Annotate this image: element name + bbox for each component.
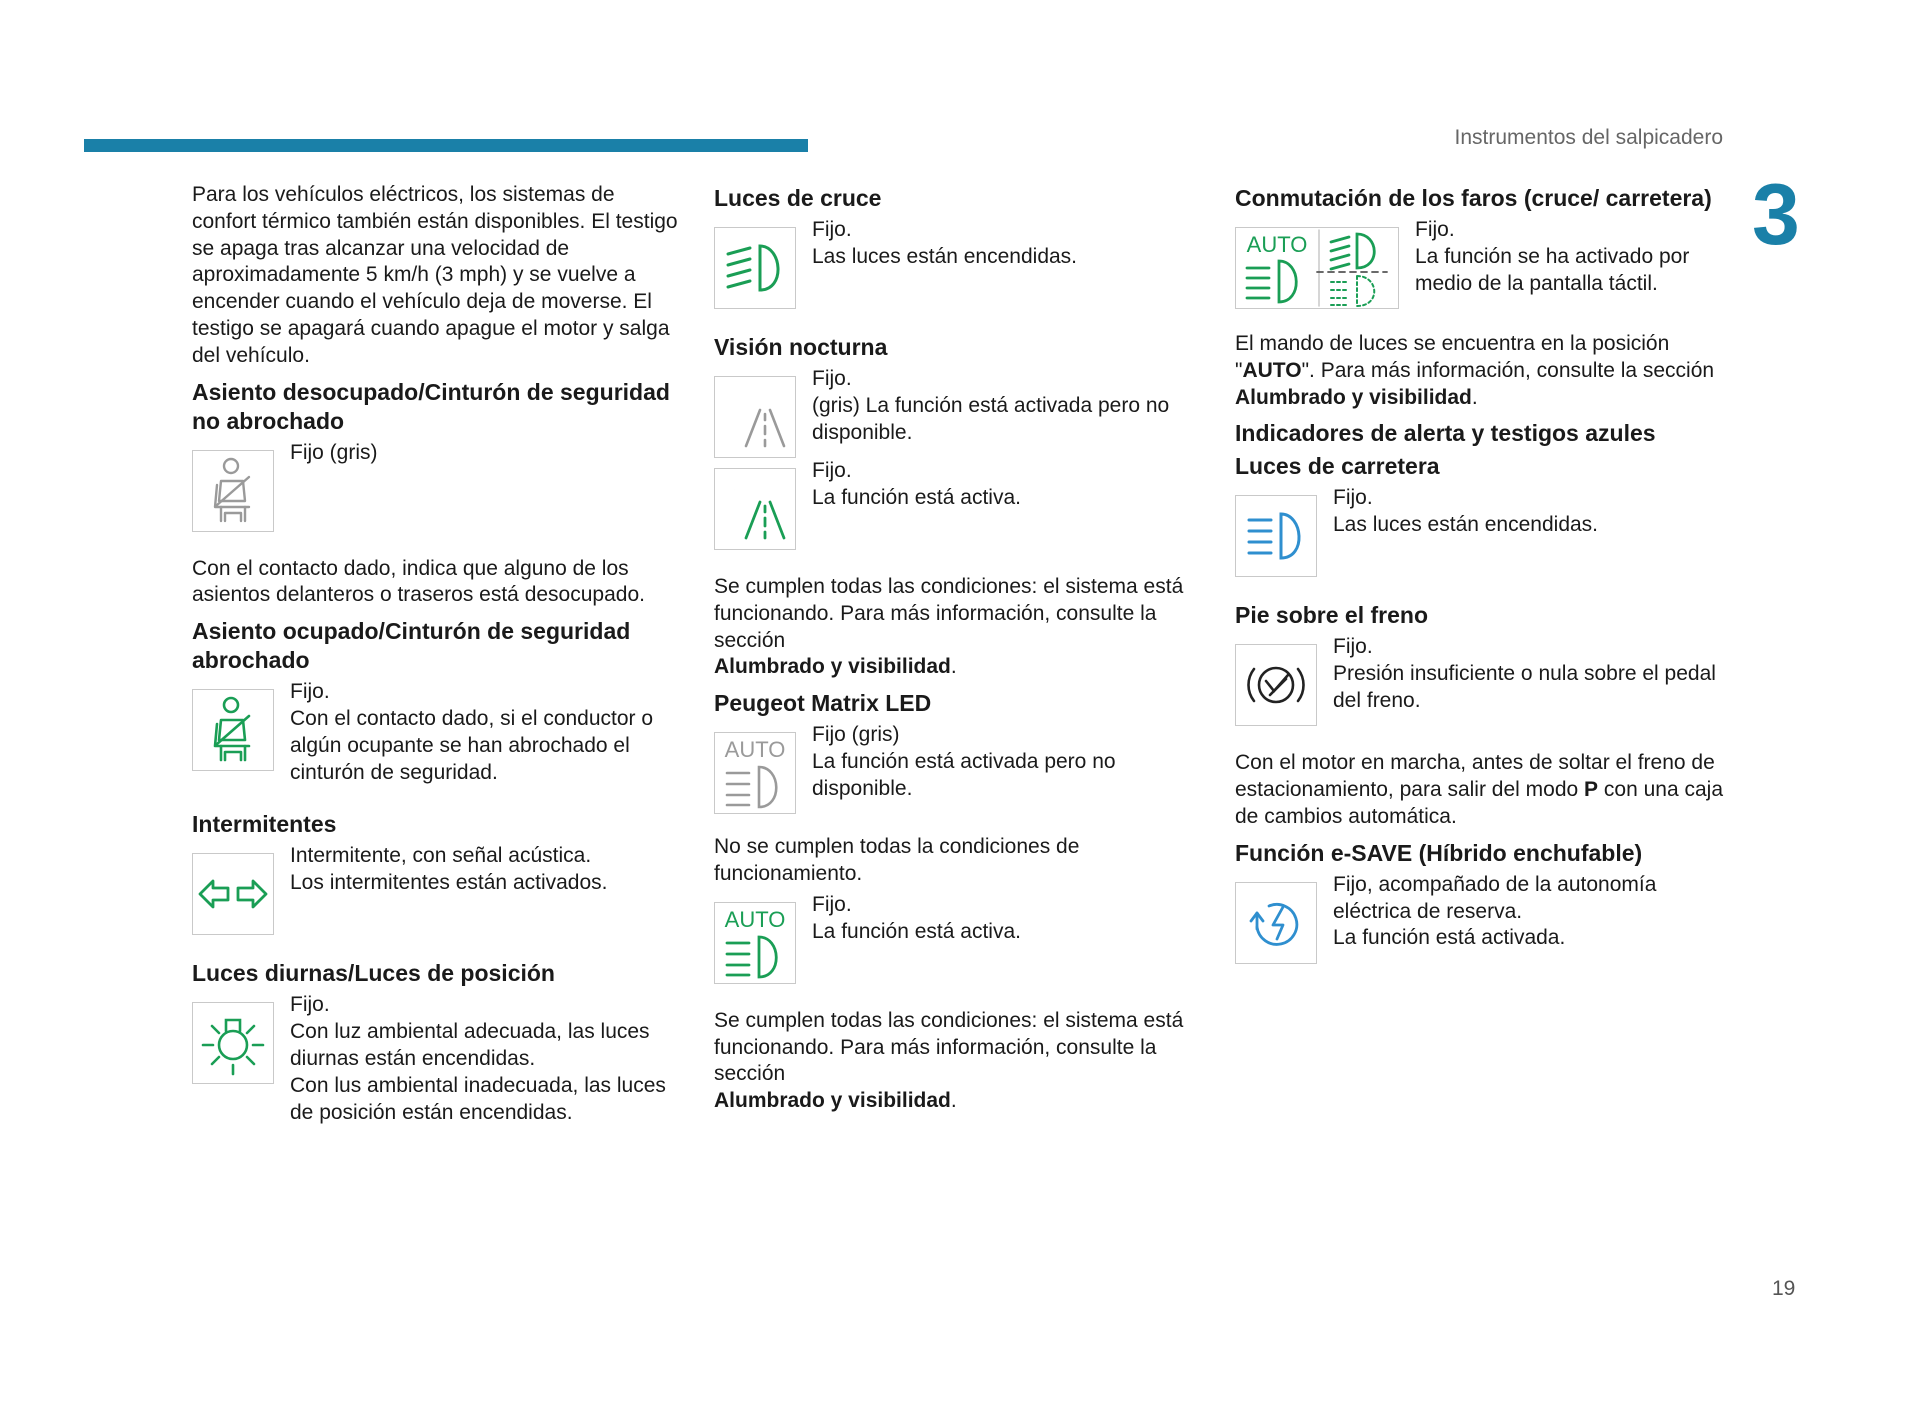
daytime-lights-icon (192, 1002, 274, 1084)
header-accent-bar (84, 139, 808, 152)
night-vision-green-icon (714, 468, 796, 550)
turn-signals-icon (192, 853, 274, 935)
matrix-led-grey-entry (714, 723, 1184, 814)
e-save-icon (1235, 882, 1317, 964)
beam-switch-title: Conmutación de los faros (cruce/ carretera) (1235, 185, 1712, 211)
indicators-title: Intermitentes (192, 811, 337, 838)
svg-text:AUTO: AUTO (1246, 232, 1308, 257)
esave-entry (1235, 872, 1725, 964)
brake-entry (1235, 635, 1725, 726)
dipped-beam-icon (714, 227, 796, 309)
brake-title: Pie sobre el freno (1235, 602, 1429, 629)
seat-unoccupied-note: Con el contacto dado, indica que alguno de los asientos delanteros o traseros está desocupado. (192, 556, 645, 607)
esave-text: Fijo, acompañado de la autonomía eléctrica de reserva. La función está activada. (1333, 872, 1657, 950)
page-number: 19 (1772, 1277, 1796, 1300)
indicators-entry (192, 844, 684, 935)
blue-indicators-title: Indicadores de alerta y testigos azules (1235, 420, 1656, 447)
night-vision-grey-text: Fijo. (gris) La función está activada pero no disponible. (812, 367, 1170, 444)
column-2 (714, 182, 1184, 1123)
chapter-number: 3 (1752, 167, 1800, 263)
matrix-led-green-icon (714, 902, 796, 984)
matrix-led-note: Se cumplen todas las condiciones: el sistema está funcionando. Para más información, consulte la sección Alumbrado y visibilidad. (714, 1008, 1184, 1113)
main-beam-text: Fijo. Las luces están encendidas. (1333, 486, 1599, 537)
svg-text:AUTO: AUTO (724, 906, 786, 932)
main-beam-title: Luces de carretera (1235, 453, 1440, 480)
svg-text:AUTO: AUTO (724, 737, 786, 763)
daytime-text: Fijo. Con luz ambiental adecuada, las luces diurnas están encendidas. Con lus ambiental inadecuada, las luces de posición están encendidas. (290, 993, 666, 1124)
matrix-led-green-text: Fijo. La función está activa. (812, 892, 1021, 943)
seat-unoccupied-text: Fijo (gris) (290, 440, 378, 464)
matrix-led-grey-icon (714, 732, 796, 814)
seatbelt-green-icon (192, 689, 274, 771)
seatbelt-grey-icon (192, 450, 274, 532)
night-vision-note: Se cumplen todas las condiciones: el sistema está funcionando. Para más información, consulte la sección Alumbrado y visibilidad. (714, 575, 1184, 679)
column-1 (192, 182, 684, 1150)
night-vision-grey-icon (714, 376, 796, 458)
daytime-entry (192, 993, 684, 1126)
dipped-beam-title: Luces de cruce (714, 185, 882, 211)
auto-beam-switch-icon (1235, 227, 1399, 309)
brake-text: Fijo. Presión insuficiente o nula sobre el pedal del freno. (1333, 635, 1716, 712)
main-beam-entry (1235, 486, 1725, 577)
matrix-led-green-entry (714, 892, 1184, 984)
night-vision-green-entry (714, 459, 1184, 550)
seat-occupied-entry (192, 680, 684, 786)
night-vision-green-text: Fijo. La función está activa. (812, 459, 1021, 509)
matrix-led-title: Peugeot Matrix LED (714, 690, 932, 717)
main-beam-icon (1235, 495, 1317, 577)
daytime-title: Luces diurnas/Luces de posición (192, 960, 555, 987)
intro-paragraph: Para los vehículos eléctricos, los sistemas de confort térmico también están disponibles. El testigo se apaga tras alcanzar una velocidad de aproximadamente 5 km/h (3 mph) y se vuelve a encender cuando el vehículo deja de moverse. El testigo se apagará cuando apague el motor y salga del vehículo. (192, 183, 678, 367)
beam-switch-note: El mando de luces se encuentra en la posición "AUTO". Para más información, consulte la sección Alumbrado y visibilidad. (1235, 332, 1715, 409)
seat-occupied-title: Asiento ocupado/Cinturón de seguridad abrochado (192, 618, 631, 674)
foot-on-brake-icon (1235, 644, 1317, 726)
column-3 (1235, 182, 1725, 988)
beam-switch-entry (1235, 218, 1725, 309)
dipped-beam-entry (714, 218, 1184, 309)
seat-occupied-text: Fijo. Con el contacto dado, si el conductor o algún ocupante se han abrochado el cinturón de seguridad. (290, 680, 654, 784)
seat-unoccupied-entry (192, 440, 684, 532)
matrix-led-grey-text: Fijo (gris) La función está activada pero no disponible. (812, 723, 1116, 800)
night-vision-title: Visión nocturna (714, 334, 888, 360)
dipped-beam-text: Fijo. Las luces están encendidas. (812, 218, 1078, 268)
indicators-text: Intermitente, con señal acústica. Los intermitentes están activados. (290, 844, 608, 895)
brake-note: Con el motor en marcha, antes de soltar el freno de estacionamiento, para salir del modo P con una caja de cambios automática. (1235, 751, 1723, 828)
esave-title: Función e-SAVE (Híbrido enchufable) (1235, 839, 1643, 866)
beam-switch-text: Fijo. La función se ha activado por medio de la pantalla táctil. (1415, 218, 1690, 295)
matrix-led-note-a: No se cumplen todas la condiciones de funcionamiento. (714, 835, 1080, 885)
running-header: Instrumentos del salpicadero (1454, 126, 1723, 149)
night-vision-grey-entry (714, 367, 1184, 458)
seat-unoccupied-title: Asiento desocupado/Cinturón de seguridad no abrochado (192, 378, 670, 434)
